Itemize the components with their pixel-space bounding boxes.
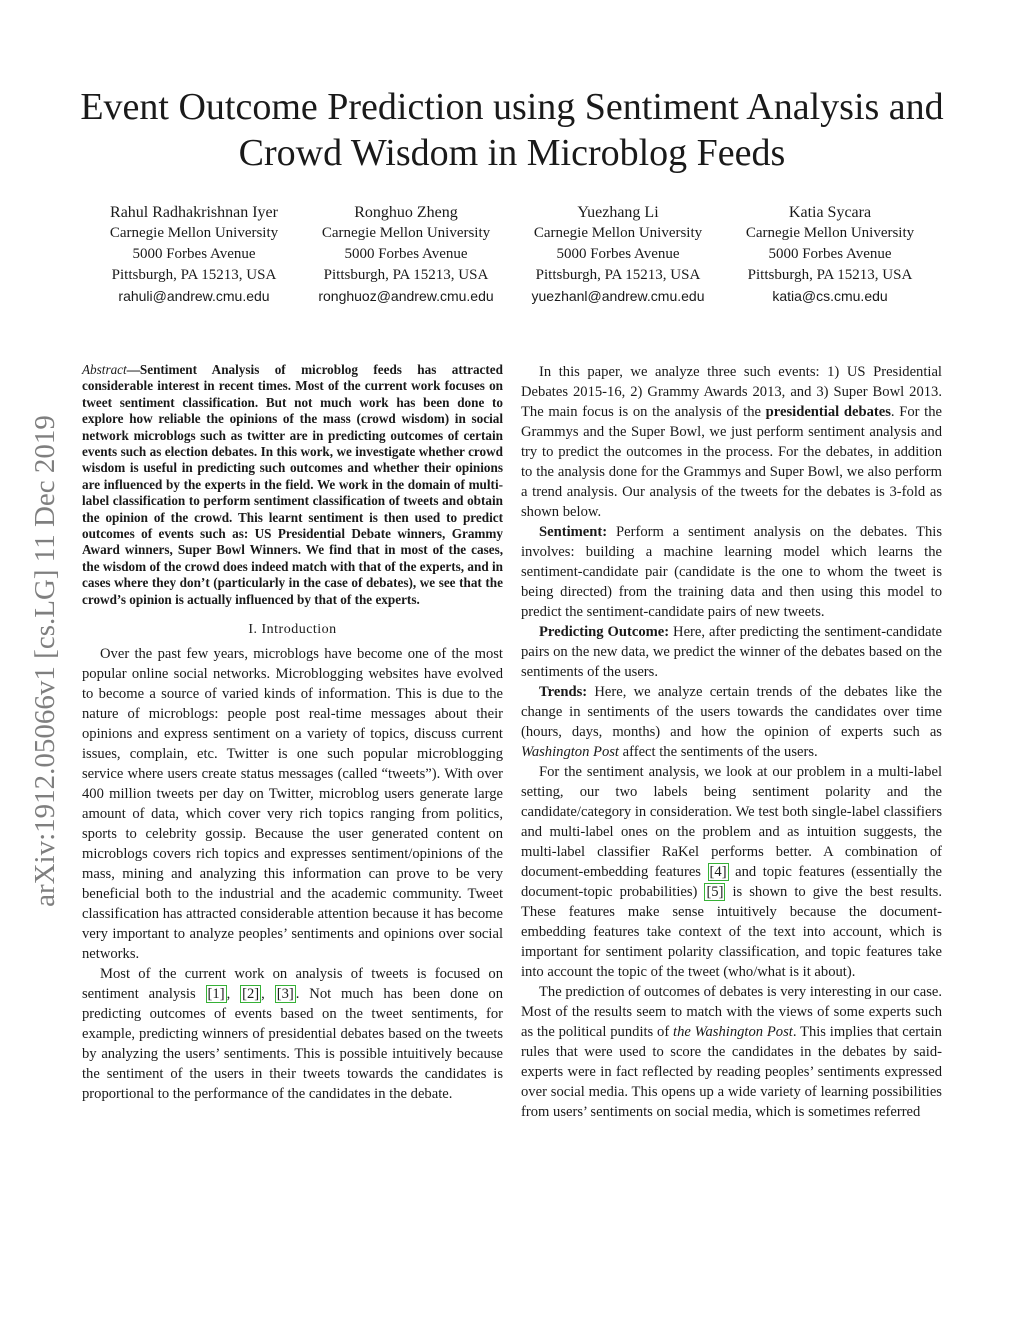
author-street: 5000 Forbes Avenue (556, 246, 680, 262)
paragraph-text: The prediction of outcomes of debates is very interesting in our case. Most of the results seem to match with the views of some experts such as the political pundits of (521, 984, 942, 1040)
author-1 (88, 202, 300, 307)
paragraph-text: In this paper, we analyze three such events: 1) US Presidential Debates 2015-16, 2) Grammy Awards 2013, and 3) Super Bowl 2013. The main focus is on the analysis of the (521, 364, 942, 420)
author-street: 5000 Forbes Avenue (344, 246, 468, 262)
author-city: Pittsburgh, PA 15213, USA (111, 267, 277, 283)
emphasis-washington-post: the Washington Post (673, 1024, 793, 1040)
paragraph-text: affect the sentiments of the users. (618, 744, 818, 760)
author-affiliation: Carnegie Mellon University (321, 225, 491, 241)
author-name: Katia Sycara (788, 204, 872, 221)
paragraph-text: For the sentiment analysis, we look at our problem in a multi-label setting, our two labels being sentiment polarity and the candidate/category in consideration. We test both single-label classifiers and multi-label ones on the problem and as intuition suggests, the multi-label classifier RaKel performs better. A combination of document-embedding features (521, 764, 942, 880)
emphasis-presidential-debates: presidential debates (765, 404, 891, 420)
right-column (521, 362, 942, 1122)
events-paragraph (521, 362, 942, 522)
author-email: yuezhanl@andrew.cmu.edu (531, 288, 705, 304)
paragraph-text: Most of the current work on analysis of tweets is focused on sentiment analysis (82, 966, 503, 1003)
emphasis-washington-post: Washington Post (521, 744, 619, 760)
author-street: 5000 Forbes Avenue (768, 246, 892, 262)
author-affiliation: Carnegie Mellon University (745, 225, 915, 241)
method-paragraph (521, 762, 942, 982)
abstract-text: —Sentiment Analysis of microblog feeds has attracted considerable interest in recent times. Most of the current work focuses on tweet sentiment classification. But not much work has been done to explore how reliable the opinions of the mass (crowd wisdom) in social network microblogs such as twitter are in predicting outcomes of certain events such as election debates. In this work, we investigate whether crowd wisdom is useful in predicting such outcomes and whether their opinions are influenced by the experts in the field. We work in the domain of multi-label classification to perform sentiment classification of tweets and obtain the opinion of the crowd. This learnt sentiment is then used to predict outcomes of events such as: US Presidential Debate winners, Grammy Award winners, Super Bowl Winners. We find that in most of the cases, the wisdom of the crowd does indeed match with that of the experts, and in cases where they don’t (particularly in the case of debates), we see that the crowd’s opinion is actually influenced by that of the experts. (82, 362, 503, 607)
author-street: 5000 Forbes Avenue (132, 246, 256, 262)
author-name: Rahul Radhakrishnan Iyer (110, 204, 278, 221)
author-city: Pittsburgh, PA 15213, USA (535, 267, 701, 283)
section-heading-introduction: I. Introduction (248, 622, 337, 638)
paragraph-text: is shown to give the best results. These features make sense intuitively because the document-embedding features take context of the text into account, which is important for sentiment polarity classification, and topic features take into account the topic of the tweet (who/what is it about). (521, 884, 942, 980)
paragraph-text: . For the Grammys and the Super Bowl, we just perform sentiment analysis and try to predict the outcomes in the process. For the debates, in addition to the analysis done for the Grammys and Super Bowl, we also perform a trend analysis. Our analysis of the tweets for the debates is 3-fold as shown below. (521, 404, 942, 520)
left-column (82, 362, 503, 1104)
predicting-outcome-label: Predicting Outcome: (539, 624, 670, 640)
citation-separator: , (261, 986, 275, 1003)
prediction-paragraph (521, 982, 942, 1122)
author-block (88, 202, 938, 307)
citation-link-4[interactable]: [4] (709, 864, 727, 880)
author-name: Yuezhang Li (577, 204, 659, 221)
paragraph-text: Here, after predicting the sentiment-candidate pairs on the new data, we predict the winner of the debates based on the sentiments of the users. (521, 624, 942, 680)
author-3 (512, 202, 724, 307)
author-name: Ronghuo Zheng (354, 204, 458, 221)
sentiment-label: Sentiment: (539, 524, 608, 540)
paper-title: Event Outcome Prediction using Sentiment Analysis and Crowd Wisdom in Microblog Feeds (80, 86, 944, 174)
trends-paragraph (521, 682, 942, 762)
citation-link-1[interactable]: [1] (207, 986, 225, 1003)
sentiment-paragraph (521, 522, 942, 622)
citation-separator: , (226, 986, 241, 1003)
citation-link-2[interactable]: [2] (242, 986, 260, 1003)
paragraph-text: . Not much has been done on predicting outcomes of events based on the tweet sentiments, for example, predicting winners of presidential debates based on the tweets by analyzing the users’ sentiments. This is possible intuitively because the sentiment of the users in their tweets towards the candidates is proportional to the performance of the candidates in the debate. (82, 986, 504, 1103)
paragraph-text: Here, we analyze certain trends of the debates like the change in sentiments of the users towards the candidates over time (hours, days, months) and how the opinion of experts such as (521, 684, 942, 740)
intro-paragraph-1: Over the past few years, microblogs have become one of the most popular online social networks. Microblogging websites have evolved to become a source of varied kinds of information. This is due to the nature of microblogs: people post real-time messages about their opinions and express sentiment on a variety of topics, discuss current issues, complain, etc. Twitter is one such popular microblogging service where users create status messages (called “tweets”). With over 400 million tweets per day on Twitter, microblog users generate large amount of data, which cover very rich topics ranging from politics, sports to celebrity gossip. Because the user generated content on microblogs covers rich topics and expresses sentiment/opinions of the mass, mining and analyzing this information can prove to be very beneficial both to the industrial and the academic community. Tweet classification has attracted considerable attention because it has become very important to analyze peoples’ sentiments and opinions over social networks. (82, 646, 503, 963)
author-city: Pittsburgh, PA 15213, USA (323, 267, 489, 283)
author-email: katia@cs.cmu.edu (772, 288, 888, 304)
trends-label: Trends: (539, 684, 588, 700)
citation-link-5[interactable]: [5] (706, 884, 724, 900)
paragraph-text: . This implies that certain rules that were used to score the candidates in the debates by said-experts were in fact reflected by reading peoples’ sentiments expressed over social media. This opens up a wide variety of learning possibilities from users’ sentiments on social media, which is sometimes referred (521, 1024, 942, 1120)
author-affiliation: Carnegie Mellon University (109, 225, 279, 241)
author-4 (724, 202, 936, 307)
author-2 (300, 202, 512, 307)
author-affiliation: Carnegie Mellon University (533, 225, 703, 241)
citation-link-3[interactable]: [3] (276, 986, 294, 1003)
author-email: ronghuoz@andrew.cmu.edu (318, 288, 494, 304)
author-email: rahuli@andrew.cmu.edu (118, 288, 270, 304)
paragraph-text: Perform a sentiment analysis on the debates. This involves: building a machine learning model which learns the sentiment-candidate pair (candidate is the one to whom the tweet is being directed) from the training data and then using this model to predict the sentiment-candidate pairs of new tweets. (521, 524, 942, 620)
author-city: Pittsburgh, PA 15213, USA (747, 267, 913, 283)
paragraph-text: and topic features (essentially the document-topic probabilities) (521, 864, 943, 900)
abstract-label: Abstract (82, 362, 127, 377)
predicting-outcome-paragraph (521, 622, 942, 682)
abstract (82, 362, 503, 608)
arxiv-identifier: arXiv:1912.05066v1 [cs.LG] 11 Dec 2019 (29, 415, 61, 907)
intro-paragraph-2 (82, 964, 503, 1104)
